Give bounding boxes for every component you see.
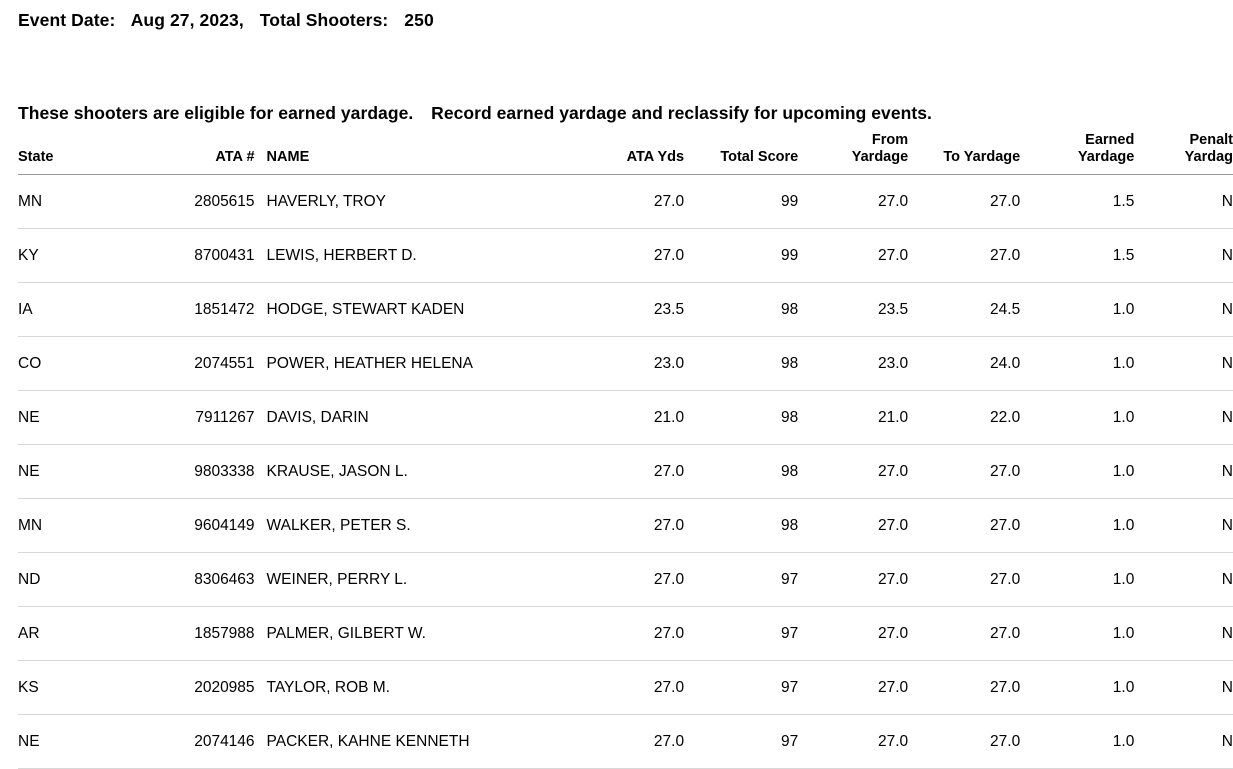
cell-from-yardage: 27.0	[798, 553, 908, 607]
cell-penalty-yardage: N	[1134, 661, 1233, 715]
column-header-from-yardage-line2: Yardage	[851, 148, 909, 165]
cell-from-yardage: 21.0	[798, 391, 908, 445]
table-row	[18, 337, 1233, 391]
cell-penalty-yardage: N	[1134, 391, 1233, 445]
cell-state: MN	[18, 175, 134, 229]
cell-ata-number: 2074551	[134, 337, 254, 391]
cell-earned-yardage: 1.0	[1020, 391, 1134, 445]
cell-from-yardage: 23.0	[798, 337, 908, 391]
column-header-ata-yds: ATA Yds	[572, 132, 684, 175]
cell-earned-yardage: 1.0	[1020, 661, 1134, 715]
cell-ata-yds: 27.0	[572, 715, 684, 769]
column-header-to-yardage: To Yardage	[908, 132, 1020, 175]
column-header-from-yardage-line1: From	[871, 132, 909, 148]
total-shooters-label: Total Shooters:	[259, 10, 389, 30]
cell-name: DAVIS, DARIN	[255, 391, 572, 445]
column-header-earned-yardage-line2: Yardage	[1077, 148, 1135, 165]
cell-name: KRAUSE, JASON L.	[255, 445, 572, 499]
cell-total-score: 98	[684, 391, 798, 445]
cell-ata-yds: 27.0	[572, 175, 684, 229]
cell-penalty-yardage: N	[1134, 229, 1233, 283]
cell-name: WEINER, PERRY L.	[255, 553, 572, 607]
table-row	[18, 229, 1233, 283]
cell-ata-number: 7911267	[134, 391, 254, 445]
cell-total-score: 99	[684, 175, 798, 229]
column-header-penalty-yardage-line1: Penalt	[1189, 132, 1233, 148]
cell-ata-number: 9604149	[134, 499, 254, 553]
cell-name: WALKER, PETER S.	[255, 499, 572, 553]
column-header-earned-yardage-line1: Earned	[1085, 132, 1135, 148]
cell-state: AR	[18, 607, 134, 661]
cell-penalty-yardage: N	[1134, 175, 1233, 229]
cell-total-score: 98	[684, 445, 798, 499]
event-summary-line	[18, 10, 1167, 31]
cell-state: KY	[18, 229, 134, 283]
cell-ata-number: 9803338	[134, 445, 254, 499]
cell-from-yardage: 27.0	[798, 499, 908, 553]
table-header	[18, 132, 1233, 175]
column-header-from-yardage	[798, 132, 908, 175]
column-header-ata-number: ATA #	[134, 132, 254, 175]
cell-state: KS	[18, 661, 134, 715]
cell-state: MN	[18, 499, 134, 553]
cell-state: IA	[18, 283, 134, 337]
cell-to-yardage: 24.5	[908, 283, 1020, 337]
cell-to-yardage: 27.0	[908, 661, 1020, 715]
column-header-penalty-yardage-line2: Yardag	[1184, 148, 1233, 165]
table-row	[18, 661, 1233, 715]
table-row	[18, 445, 1233, 499]
cell-earned-yardage: 1.0	[1020, 607, 1134, 661]
cell-from-yardage: 27.0	[798, 715, 908, 769]
cell-total-score: 98	[684, 283, 798, 337]
table-row	[18, 283, 1233, 337]
cell-earned-yardage: 1.0	[1020, 337, 1134, 391]
cell-penalty-yardage: N	[1134, 499, 1233, 553]
event-date-label: Event Date:	[18, 10, 116, 30]
cell-total-score: 97	[684, 661, 798, 715]
table-row	[18, 391, 1233, 445]
cell-earned-yardage: 1.0	[1020, 715, 1134, 769]
cell-from-yardage: 27.0	[798, 607, 908, 661]
cell-total-score: 98	[684, 337, 798, 391]
cell-state: NE	[18, 715, 134, 769]
cell-name: TAYLOR, ROB M.	[255, 661, 572, 715]
cell-ata-yds: 27.0	[572, 553, 684, 607]
cell-earned-yardage: 1.0	[1020, 499, 1134, 553]
table-row	[18, 175, 1233, 229]
cell-state: NE	[18, 445, 134, 499]
cell-ata-yds: 27.0	[572, 445, 684, 499]
event-date-value: Aug 27, 2023,	[130, 10, 244, 30]
cell-penalty-yardage: N	[1134, 553, 1233, 607]
cell-ata-yds: 21.0	[572, 391, 684, 445]
cell-name: PACKER, KAHNE KENNETH	[255, 715, 572, 769]
cell-penalty-yardage: N	[1134, 607, 1233, 661]
cell-earned-yardage: 1.0	[1020, 553, 1134, 607]
cell-earned-yardage: 1.5	[1020, 175, 1134, 229]
cell-ata-yds: 27.0	[572, 499, 684, 553]
table-row	[18, 607, 1233, 661]
cell-name: POWER, HEATHER HELENA	[255, 337, 572, 391]
total-shooters-value: 250	[404, 10, 434, 30]
table-row	[18, 715, 1233, 769]
table-row	[18, 553, 1233, 607]
cell-ata-number: 8700431	[134, 229, 254, 283]
cell-to-yardage: 27.0	[908, 715, 1020, 769]
eligibility-notice	[18, 103, 1167, 124]
cell-state: CO	[18, 337, 134, 391]
notice-part-2: Record earned yardage and reclassify for upcoming events.	[431, 103, 932, 123]
cell-name: PALMER, GILBERT W.	[255, 607, 572, 661]
cell-ata-number: 1851472	[134, 283, 254, 337]
column-header-name: NAME	[255, 132, 572, 175]
table-row	[18, 499, 1233, 553]
cell-ata-yds: 27.0	[572, 661, 684, 715]
cell-earned-yardage: 1.0	[1020, 283, 1134, 337]
column-header-state: State	[18, 132, 134, 175]
table-header-row	[18, 132, 1233, 175]
cell-penalty-yardage: N	[1134, 283, 1233, 337]
cell-ata-yds: 27.0	[572, 607, 684, 661]
cell-name: LEWIS, HERBERT D.	[255, 229, 572, 283]
cell-state: ND	[18, 553, 134, 607]
cell-ata-yds: 27.0	[572, 229, 684, 283]
cell-ata-number: 1857988	[134, 607, 254, 661]
cell-ata-yds: 23.0	[572, 337, 684, 391]
cell-penalty-yardage: N	[1134, 715, 1233, 769]
cell-name: HAVERLY, TROY	[255, 175, 572, 229]
column-header-earned-yardage	[1020, 132, 1134, 175]
cell-to-yardage: 27.0	[908, 229, 1020, 283]
cell-earned-yardage: 1.0	[1020, 445, 1134, 499]
cell-ata-number: 2020985	[134, 661, 254, 715]
cell-to-yardage: 22.0	[908, 391, 1020, 445]
cell-earned-yardage: 1.5	[1020, 229, 1134, 283]
cell-to-yardage: 27.0	[908, 499, 1020, 553]
cell-total-score: 97	[684, 715, 798, 769]
cell-ata-number: 8306463	[134, 553, 254, 607]
cell-total-score: 97	[684, 553, 798, 607]
column-header-penalty-yardage	[1134, 132, 1233, 175]
cell-to-yardage: 27.0	[908, 553, 1020, 607]
cell-to-yardage: 27.0	[908, 607, 1020, 661]
cell-to-yardage: 24.0	[908, 337, 1020, 391]
cell-to-yardage: 27.0	[908, 445, 1020, 499]
cell-from-yardage: 27.0	[798, 229, 908, 283]
cell-state: NE	[18, 391, 134, 445]
cell-total-score: 98	[684, 499, 798, 553]
earned-yardage-table	[18, 132, 1233, 769]
cell-name: HODGE, STEWART KADEN	[255, 283, 572, 337]
cell-from-yardage: 23.5	[798, 283, 908, 337]
cell-to-yardage: 27.0	[908, 175, 1020, 229]
column-header-total-score: Total Score	[684, 132, 798, 175]
cell-from-yardage: 27.0	[798, 175, 908, 229]
cell-from-yardage: 27.0	[798, 445, 908, 499]
notice-part-1: These shooters are eligible for earned yardage.	[18, 103, 414, 123]
cell-from-yardage: 27.0	[798, 661, 908, 715]
cell-ata-number: 2805615	[134, 175, 254, 229]
cell-total-score: 99	[684, 229, 798, 283]
cell-penalty-yardage: N	[1134, 337, 1233, 391]
cell-ata-yds: 23.5	[572, 283, 684, 337]
cell-ata-number: 2074146	[134, 715, 254, 769]
cell-total-score: 97	[684, 607, 798, 661]
cell-penalty-yardage: N	[1134, 445, 1233, 499]
table-body	[18, 175, 1233, 769]
